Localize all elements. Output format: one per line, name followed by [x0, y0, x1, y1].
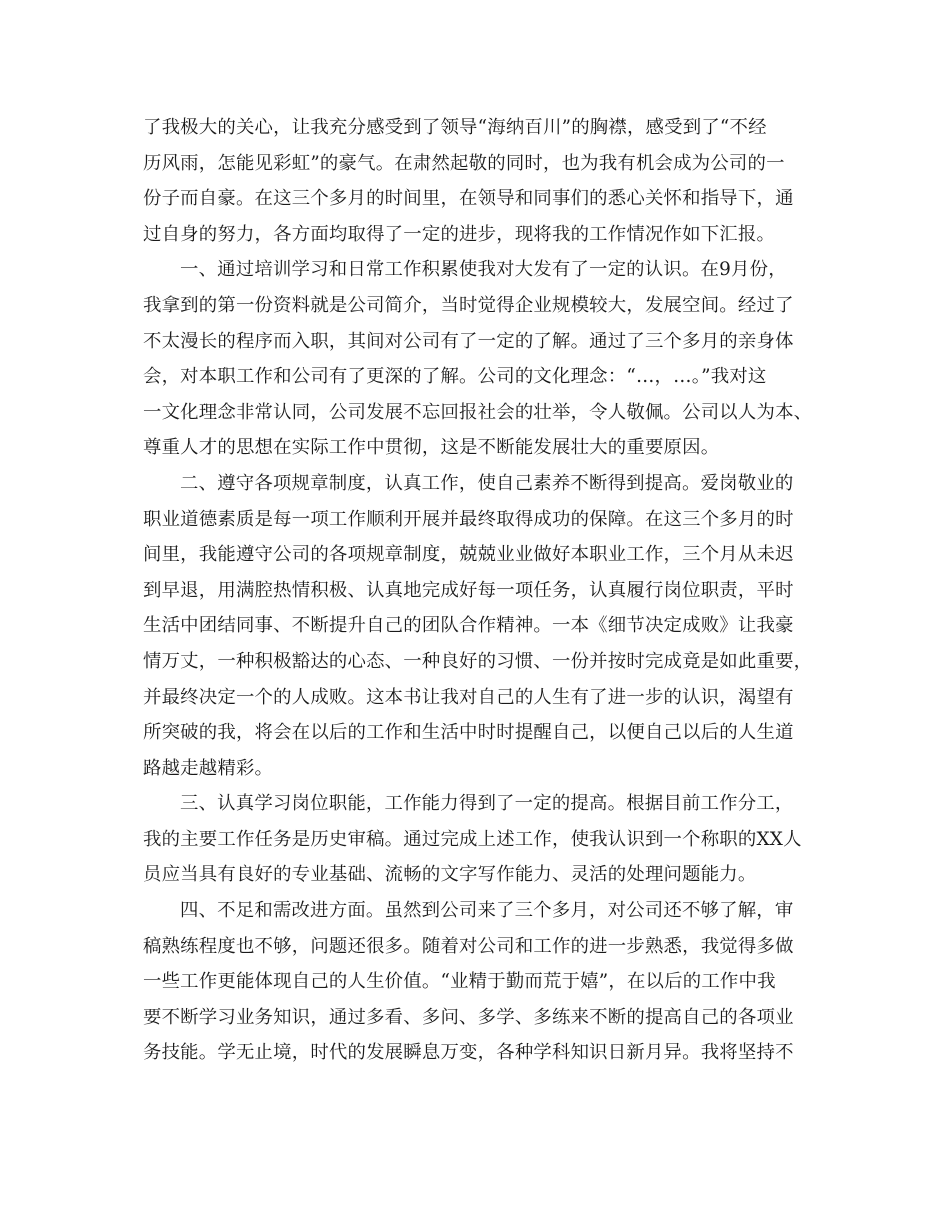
text-line: 间里，我能遵守公司的各项规章制度，兢兢业业做好本职业工作，三个月从未迟	[143, 544, 794, 566]
document-body	[143, 110, 813, 1071]
text-line: 了我极大的关心，让我充分感受到了领导“海纳百川”的胸襟，感受到了“不经	[143, 117, 767, 138]
text-line: 到早退，用满腔热情积极、认真地完成好每一项任务，认真履行岗位职责，平时	[143, 579, 794, 601]
text-line: 一文化理念非常认同，公司发展不忘回报社会的壮举，令人敬佩。公司以人为本、	[143, 401, 813, 423]
text-line: 过自身的努力，各方面均取得了一定的进步，现将我的工作情况作如下汇报。	[143, 223, 776, 245]
text-line: 一些工作更能体现自己的人生价值。“业精于勤而荒于嬉”，在以后的工作中我	[143, 971, 776, 993]
text-line: 情万丈，一种积极豁达的心态、一种良好的习惯、一份并按时完成竟是如此重要，	[143, 650, 813, 672]
paragraph-first-line: 三、认真学习岗位职能，工作能力得到了一定的提高。根据目前工作分工，	[180, 793, 794, 815]
text-line: 我的主要工作任务是历史审稿。通过完成上述工作，使我认识到一个称职的XX人	[143, 828, 802, 850]
paragraph-first-line: 二、遵守各项规章制度，认真工作，使自己素养不断得到提高。爱岗敬业的	[180, 472, 794, 494]
paragraph-first-line: 四、不足和需改进方面。虽然到公司来了三个多月，对公司还不够了解，审	[180, 900, 794, 922]
text-line: 员应当具有良好的专业基础、流畅的文字写作能力、灵活的处理问题能力。	[143, 864, 757, 886]
text-line: 份子而自豪。在这三个多月的时间里，在领导和同事们的悉心关怀和指导下，通	[143, 188, 794, 210]
text-line: 不太漫长的程序而入职，其间对公司有了一定的了解。通过了三个多月的亲身体	[143, 330, 794, 352]
text-line: 尊重人才的思想在实际工作中贯彻，这是不断能发展壮大的重要原因。	[143, 437, 720, 459]
text-line: 并最终决定一个的人成败。这本书让我对自己的人生有了进一步的认识，渴望有	[143, 686, 794, 708]
text-line: 务技能。学无止境，时代的发展瞬息万变，各种学科知识日新月异。我将坚持不	[143, 1042, 794, 1064]
text-line: 要不断学习业务知识，通过多看、多问、多学、多练来不断的提高自己的各项业	[143, 1006, 794, 1028]
text-line: 稿熟练程度也不够，问题还很多。随着对公司和工作的进一步熟悉，我觉得多做	[143, 935, 794, 957]
text-line: 生活中团结同事、不断提升自己的团队合作精神。一本《细节决定成败》让我豪	[143, 615, 794, 637]
text-line: 路越走越精彩。	[143, 757, 274, 779]
text-line: 历风雨，怎能见彩虹”的豪气。在肃然起敬的同时，也为我有机会成为公司的一	[143, 152, 785, 174]
text-line: 我拿到的第一份资料就是公司简介，当时觉得企业规模较大，发展空间。经过了	[143, 294, 794, 316]
paragraph-first-line: 一、通过培训学习和日常工作积累使我对大发有了一定的认识。在9月份，	[180, 259, 787, 281]
text-line: 所突破的我，将会在以后的工作和生活中时时提醒自己，以便自己以后的人生道	[143, 722, 794, 744]
text-line: 会，对本职工作和公司有了更深的了解。公司的文化理念：“…，…。”我对这	[143, 366, 767, 388]
text-line: 职业道德素质是每一项工作顺利开展并最终取得成功的保障。在这三个多月的时	[143, 508, 794, 530]
